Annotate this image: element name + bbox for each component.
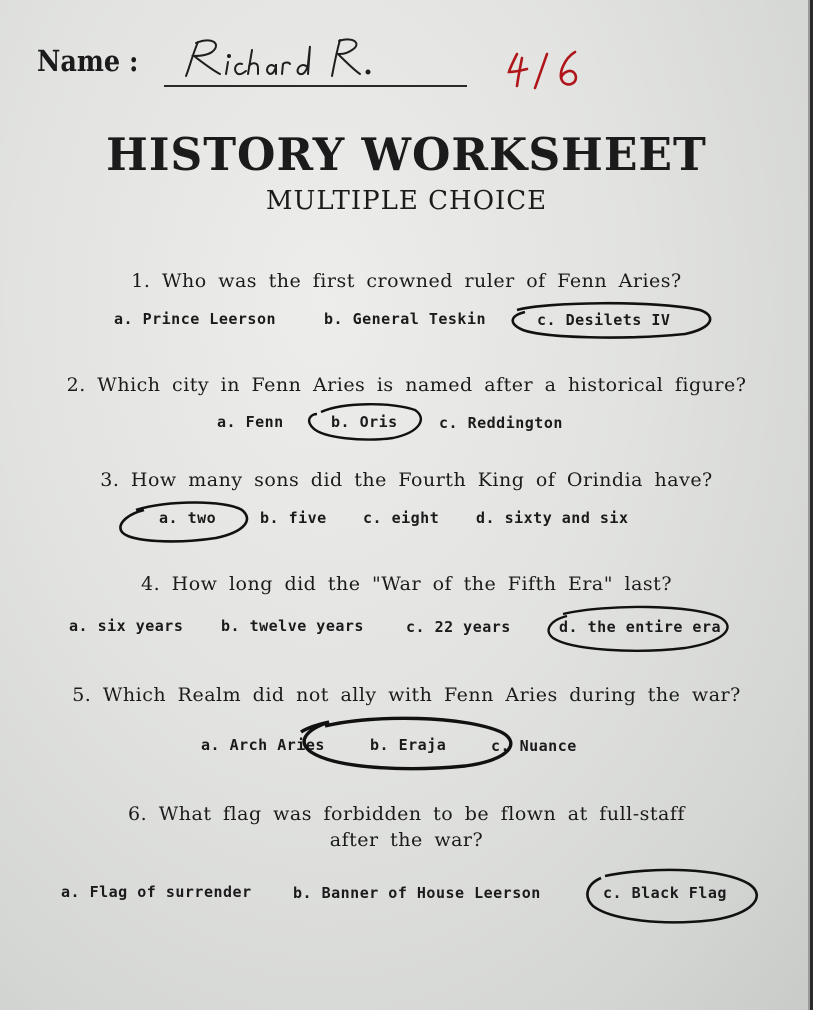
q3-option-c[interactable]: c. eight xyxy=(363,509,440,527)
q2-option-b[interactable]: b. Oris xyxy=(331,413,398,431)
name-label: Name : xyxy=(37,44,139,78)
q3-option-b[interactable]: b. five xyxy=(260,509,327,527)
question-number: 3. xyxy=(100,469,120,491)
question-6-line-2: after the war? xyxy=(329,829,484,851)
q4-option-c[interactable]: c. 22 years xyxy=(406,618,511,636)
q3-option-d[interactable]: d. sixty and six xyxy=(476,509,629,527)
question-number: 6. xyxy=(128,803,148,825)
question-text: Who was the first crowned ruler of Fenn Aries? xyxy=(161,270,682,292)
student-name-signature xyxy=(182,34,382,84)
q4-option-d[interactable]: d. the entire era xyxy=(559,618,722,636)
q3-answer-circle xyxy=(116,498,256,546)
question-1 xyxy=(0,270,810,292)
question-text: How long did the "War of the Fifth Era" last? xyxy=(171,573,673,595)
worksheet-title: HISTORY WORKSHEET xyxy=(106,128,707,181)
question-text: Which city in Fenn Aries is named after a historical figure? xyxy=(97,374,747,396)
q1-option-a[interactable]: a. Prince Leerson xyxy=(114,310,277,328)
question-number: 4. xyxy=(140,573,161,595)
question-text: What flag was forbidden to be flown at full-staff xyxy=(158,803,685,825)
q4-option-b[interactable]: b. twelve years xyxy=(221,617,364,635)
question-2 xyxy=(0,374,810,396)
q6-option-c[interactable]: c. Black Flag xyxy=(603,884,727,902)
question-5 xyxy=(0,684,810,706)
score-mark xyxy=(505,48,595,94)
question-text: Which Realm did not ally with Fenn Aries during the war? xyxy=(102,684,741,706)
question-text: How many sons did the Fourth King of Orindia have? xyxy=(130,469,713,491)
q5-option-c[interactable]: c. Nuance xyxy=(491,737,577,755)
q1-option-c[interactable]: c. Desilets IV xyxy=(537,311,671,329)
question-6-line-1 xyxy=(0,803,810,825)
question-number: 2. xyxy=(66,374,86,396)
question-number: 5. xyxy=(72,684,92,706)
q5-answer-circle xyxy=(295,712,525,774)
worksheet-subtitle: MULTIPLE CHOICE xyxy=(265,186,548,216)
name-underline xyxy=(164,85,467,87)
question-3 xyxy=(0,469,810,491)
q1-answer-circle xyxy=(505,300,715,340)
q4-answer-circle xyxy=(545,604,735,654)
q6-answer-circle xyxy=(583,866,767,926)
q6-option-b[interactable]: b. Banner of House Leerson xyxy=(293,884,541,902)
question-number: 1. xyxy=(131,270,151,292)
q1-option-b[interactable]: b. General Teskin xyxy=(324,310,487,328)
q5-option-b[interactable]: b. Eraja xyxy=(370,736,447,754)
q3-option-a[interactable]: a. two xyxy=(159,509,217,527)
q2-option-a[interactable]: a. Fenn xyxy=(217,413,284,431)
q4-option-a[interactable]: a. six years xyxy=(69,617,184,635)
q2-option-c[interactable]: c. Reddington xyxy=(439,414,563,432)
q2-answer-circle xyxy=(303,400,427,444)
q6-option-a[interactable]: a. Flag of surrender xyxy=(61,883,252,901)
question-4 xyxy=(0,573,810,595)
q5-option-a[interactable]: a. Arch Aries xyxy=(201,736,325,754)
